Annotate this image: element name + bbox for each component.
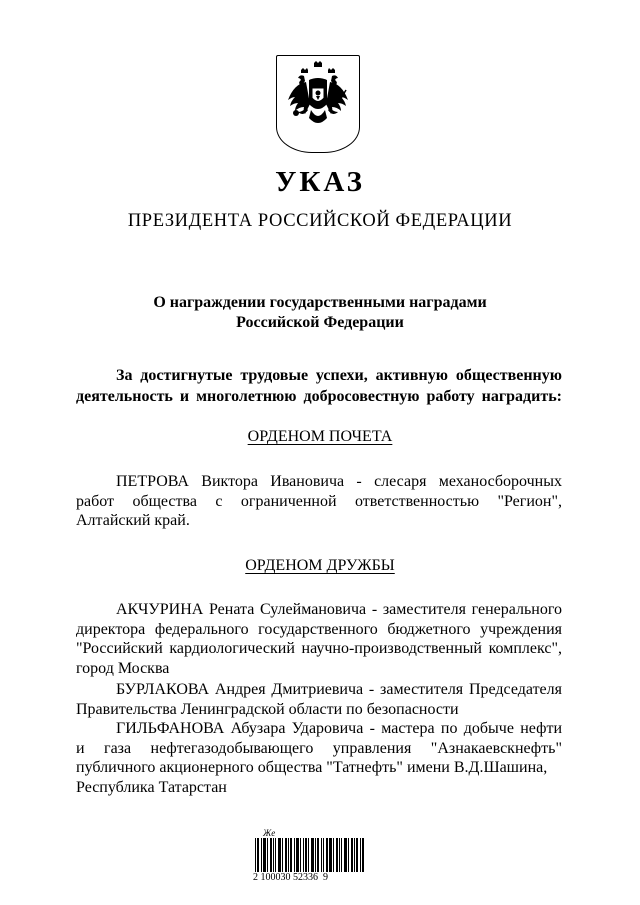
awardee-entry	[76, 600, 562, 678]
barcode-number: 2 100030 52336 9	[253, 872, 328, 883]
awardee-line: Алтайский край.	[76, 512, 190, 529]
order-heading: ОРДЕНОМ ПОЧЕТА	[247, 428, 393, 445]
awardee-line: Правительства Ленинградской области по безопасности	[76, 700, 459, 718]
double-headed-eagle-icon	[283, 60, 353, 140]
intro-line: деятельность и многолетнюю добросовестную работу наградить:	[76, 388, 562, 405]
awardee-line: "Российский кардиологический научно-производственный комплекс",	[76, 640, 562, 657]
decree-heading-line: Российской Федерации	[236, 314, 404, 331]
awardee-entry	[76, 719, 562, 797]
awardee-entry	[76, 472, 562, 531]
awardee-entry	[76, 680, 562, 719]
barcode-mark: Же	[263, 828, 276, 838]
decree-heading-line: О награждении государственными наградами	[153, 294, 487, 311]
awardee-line: работ общества с ограниченной ответственностью "Регион",	[76, 492, 562, 510]
awardee-line: АКЧУРИНА Рената Сулеймановича - заместителя генерального	[116, 601, 562, 618]
awardee-line: директора федерального государственного бюджетного учреждения	[76, 620, 562, 638]
awardee-line: и газа нефтегазодобывающего управления "Азнакаевскнефть"	[76, 739, 562, 757]
intro-line: За достигнутые трудовые успехи, активную общественную	[116, 367, 562, 384]
awardee-line: Республика Татарстан	[76, 778, 227, 796]
barcode-bars	[255, 838, 365, 872]
document-barcode	[253, 828, 373, 884]
order-heading: ОРДЕНОМ ДРУЖБЫ	[245, 557, 395, 574]
coat-of-arms-emblem	[276, 55, 360, 153]
awardee-line: ПЕТРОВА Виктора Ивановича - слесаря механосборочных	[116, 473, 562, 490]
decree-subtitle: ПРЕЗИДЕНТА РОССИЙСКОЙ ФЕДЕРАЦИИ	[127, 211, 513, 231]
awardee-line: публичного акционерного общества "Татнефть" имени В.Д.Шашина,	[76, 759, 548, 776]
awardee-line: ГИЛЬФАНОВА Абузара Ударовича - мастера по добыче нефти	[116, 720, 562, 737]
intro-paragraph	[76, 365, 562, 407]
awardee-line: БУРЛАКОВА Андрея Дмитриевича - заместителя Председателя	[116, 681, 562, 698]
decree-title: УКАЗ	[275, 166, 365, 198]
awardee-line: город Москва	[76, 659, 170, 677]
decree-heading	[0, 293, 640, 333]
